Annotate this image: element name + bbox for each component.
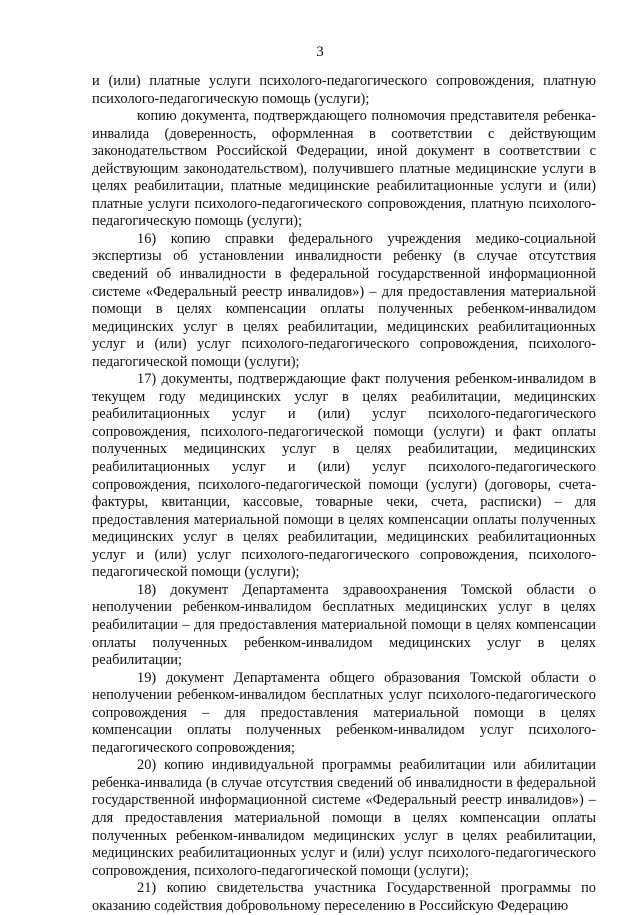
paragraph-item-18: 18) документ Департамента здравоохранения Томской области о неполучении ребенком-инвалидом бесплатных медицинских услуг в целях реабилитации – для предоставления материальной помощи в целях компенсации оплаты полученных ребенком-инвалидом медицинских услуг в целях реабилитации;: [92, 581, 596, 669]
paragraph-item-20: 20) копию индивидуальной программы реабилитации или абилитации ребенка-инвалида (в случае отсутствия сведений об инвалидности в федеральной государственной информационной системе «Федеральный реестр инвалидов») – для предоставления материальной помощи в целях компенсации оплаты полученных ребенком-инвалидом медицинских услуг в целях реабилитации, медицинских реабилитационных услуг и (или) услуг психолого-педагогического сопровождения, психолого-педагогической помощи (услуги);: [92, 757, 596, 879]
page-number: 3: [316, 44, 324, 60]
document-body: [92, 73, 596, 915]
paragraph-item-16: 16) копию справки федерального учреждения медико-социальной экспертизы об установлении инвалидности ребенку (в случае отсутствия сведений об инвалидности в федеральной государственной информационной системе «Федеральный реестр инвалидов») – для предоставления материальной помощи в целях компенсации оплаты полученных ребенком-инвалидом медицинских услуг в целях реабилитации, медицинских реабилитационных услуг и (или) услуг психолого-педагогического сопровождения, психолого-педагогической помощи (услуги);: [92, 230, 596, 370]
paragraph-continuation: и (или) платные услуги психолого-педагогического сопровождения, платную психолого-педагогическую помощь (услуги);: [92, 73, 596, 107]
paragraph-item-21: 21) копию свидетельства участника Государственной программы по оказанию содействия добровольному переселению в Российскую Федерацию: [92, 880, 596, 914]
paragraph-item-19: 19) документ Департамента общего образования Томской области о неполучении ребенком-инвалидом бесплатных услуг психолого-педагогического сопровождения – для предоставления материальной помощи в целях компенсации оплаты полученных ребенком-инвалидом услуг психолого-педагогического сопровождения;: [92, 669, 596, 756]
paragraph-item-17: 17) документы, подтверждающие факт получения ребенком-инвалидом в текущем году медицинских услуг в целях реабилитации, медицинских реабилитационных услуг и (или) услуг психолого-педагогического сопровождения, психолого-педагогической помощи (услуги) и факт оплаты полученных медицинских услуг в целях реабилитации, медицинских реабилитационных услуг и (или) услуг психолого-педагогического сопровождения, психолого-педагогической помощи (услуги) (договоры, счета-фактуры, квитанции, кассовые, товарные чеки, счета, расписки) – для предоставления материальной помощи в целях компенсации оплаты полученных медицинских услуг в целях реабилитации, медицинских реабилитационных услуг и (или) услуг психолого-педагогического сопровождения, психолого-педагогической помощи (услуги);: [92, 371, 596, 581]
paragraph-representative-document: копию документа, подтверждающего полномочия представителя ребенка-инвалида (доверенность, оформленная в соответствии с действующим законодательством Российской Федерации, иной документ в соответствии с действующим законодательством), получившего платные медицинские услуги в целях реабилитации, платные медицинские реабилитационные услуги и (или) платные услуги психолого-педагогического сопровождения, платную психолого-педагогическую помощь (услуги);: [92, 108, 596, 230]
